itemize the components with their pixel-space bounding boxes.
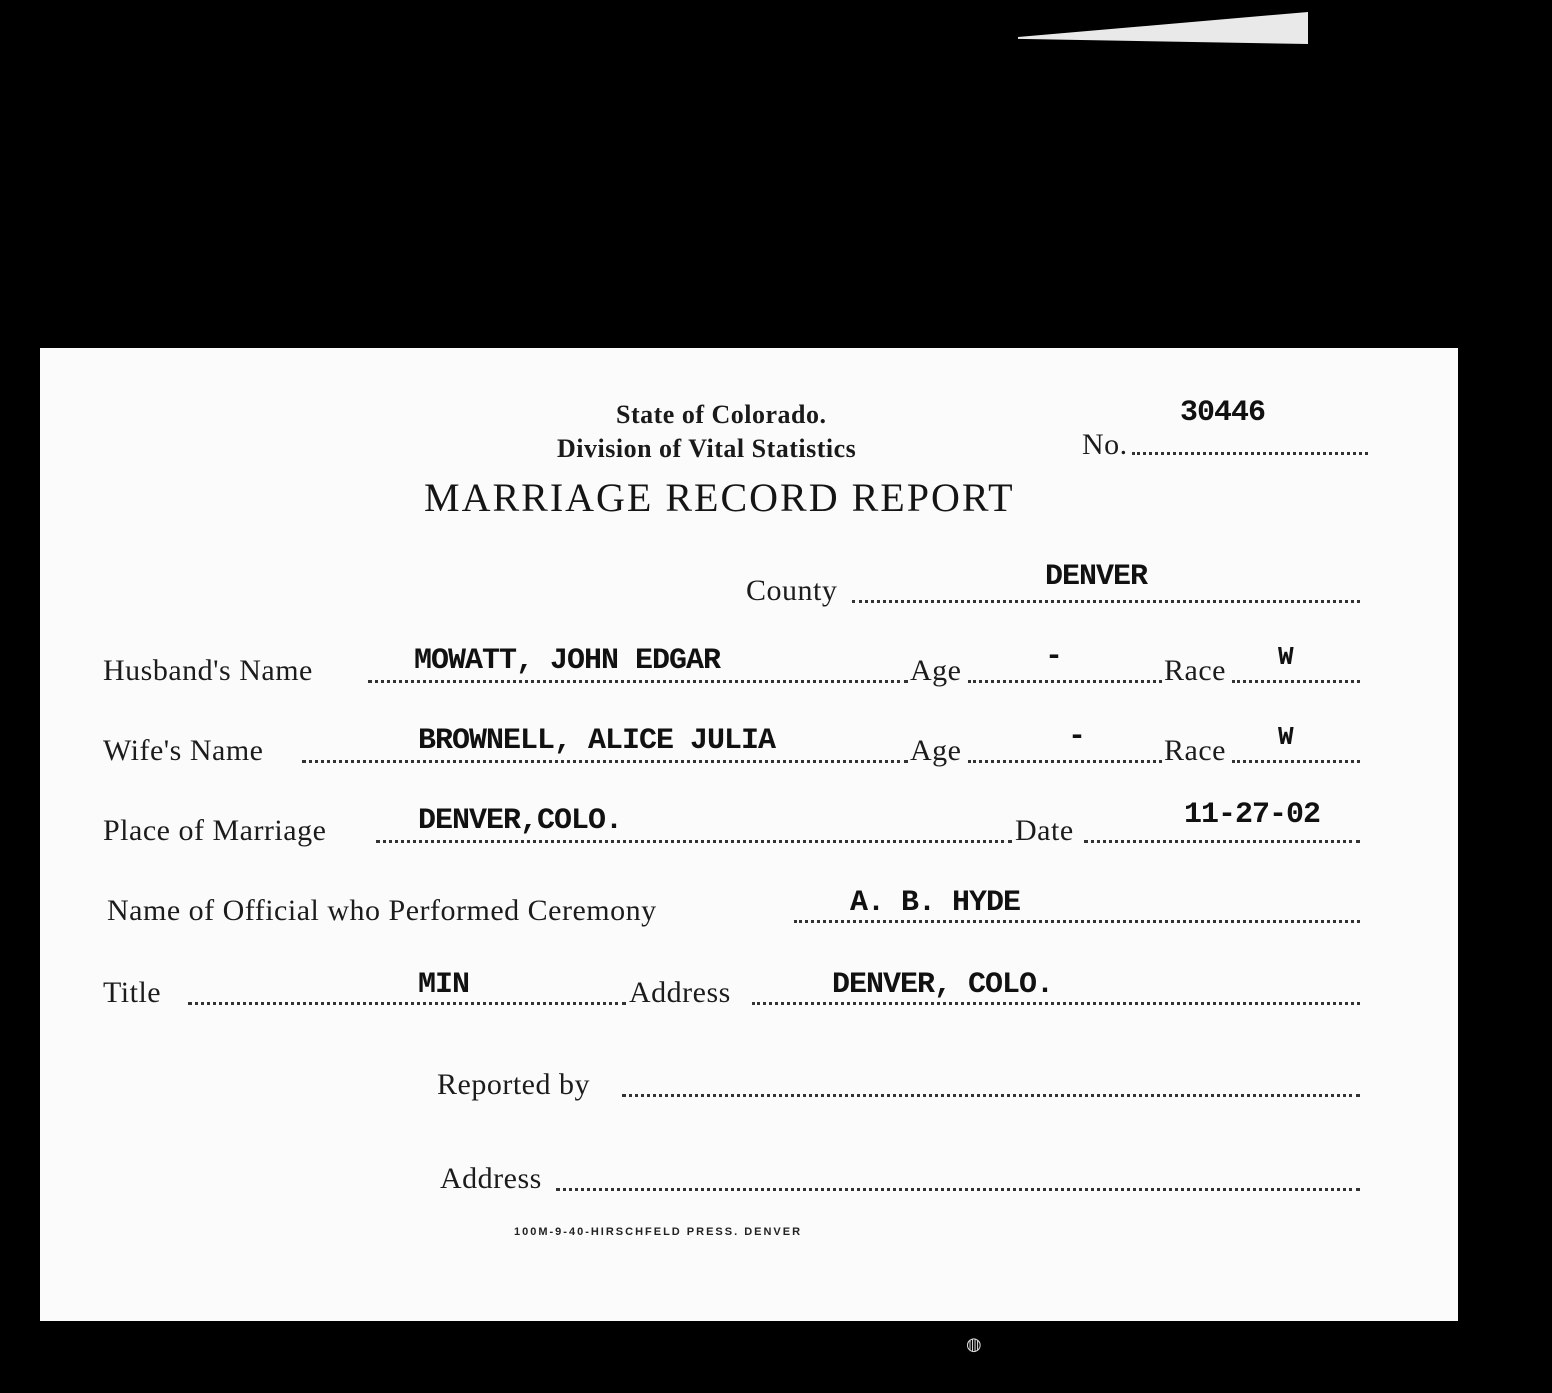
wife-race-label: Race <box>1164 734 1226 767</box>
husband-race-label: Race <box>1164 654 1226 687</box>
county-value: DENVER <box>1045 560 1148 594</box>
record-number-value: 30446 <box>1180 396 1266 430</box>
official-address-label: Address <box>629 976 731 1009</box>
wife-race-line <box>1232 760 1360 763</box>
county-line <box>852 600 1360 603</box>
official-name-line <box>794 920 1360 923</box>
official-title-line <box>188 1002 626 1005</box>
official-name-value: A. B. HYDE <box>850 886 1021 920</box>
husband-race-value: W <box>1278 642 1293 672</box>
date-line <box>1084 840 1360 843</box>
state-heading: State of Colorado. <box>616 400 827 429</box>
official-name-label: Name of Official who Performed Ceremony <box>107 894 657 927</box>
husband-name-value: MOWATT, JOHN EDGAR <box>414 644 721 678</box>
wife-age-value: - <box>1068 720 1086 754</box>
wife-name-label: Wife's Name <box>103 734 264 767</box>
husband-name-line <box>368 680 908 683</box>
marriage-record-card <box>40 348 1458 1321</box>
film-speck-icon: ◍ <box>966 1334 982 1354</box>
printer-imprint: 100M-9-40-HIRSCHFELD PRESS. DENVER <box>514 1226 803 1238</box>
date-value: 11-27-02 <box>1184 798 1321 832</box>
county-label: County <box>746 574 838 607</box>
wife-age-line <box>968 760 1162 763</box>
record-number-label: No. <box>1082 428 1128 461</box>
husband-race-line <box>1232 680 1360 683</box>
reported-by-line <box>622 1094 1360 1097</box>
reporter-address-label: Address <box>440 1162 542 1195</box>
place-of-marriage-line <box>376 840 1012 843</box>
husband-name-label: Husband's Name <box>103 654 313 687</box>
wife-name-line <box>302 760 908 763</box>
official-address-line <box>752 1002 1360 1005</box>
paper-strip <box>1018 12 1308 44</box>
official-title-value: MIN <box>418 968 470 1002</box>
reported-by-label: Reported by <box>437 1068 590 1101</box>
husband-age-line <box>968 680 1162 683</box>
place-of-marriage-label: Place of Marriage <box>103 814 327 847</box>
date-label: Date <box>1015 814 1074 847</box>
wife-age-label: Age <box>910 734 962 767</box>
husband-age-value: - <box>1045 640 1063 674</box>
division-heading: Division of Vital Statistics <box>557 434 857 463</box>
record-number-line <box>1132 452 1368 455</box>
reporter-address-line <box>556 1188 1360 1191</box>
husband-age-label: Age <box>910 654 962 687</box>
place-of-marriage-value: DENVER,COLO. <box>418 804 623 838</box>
page-title: MARRIAGE RECORD REPORT <box>424 475 1015 520</box>
official-address-value: DENVER, COLO. <box>832 968 1054 1002</box>
official-title-label: Title <box>103 976 162 1009</box>
wife-name-value: BROWNELL, ALICE JULIA <box>418 724 776 758</box>
wife-race-value: W <box>1278 722 1293 752</box>
